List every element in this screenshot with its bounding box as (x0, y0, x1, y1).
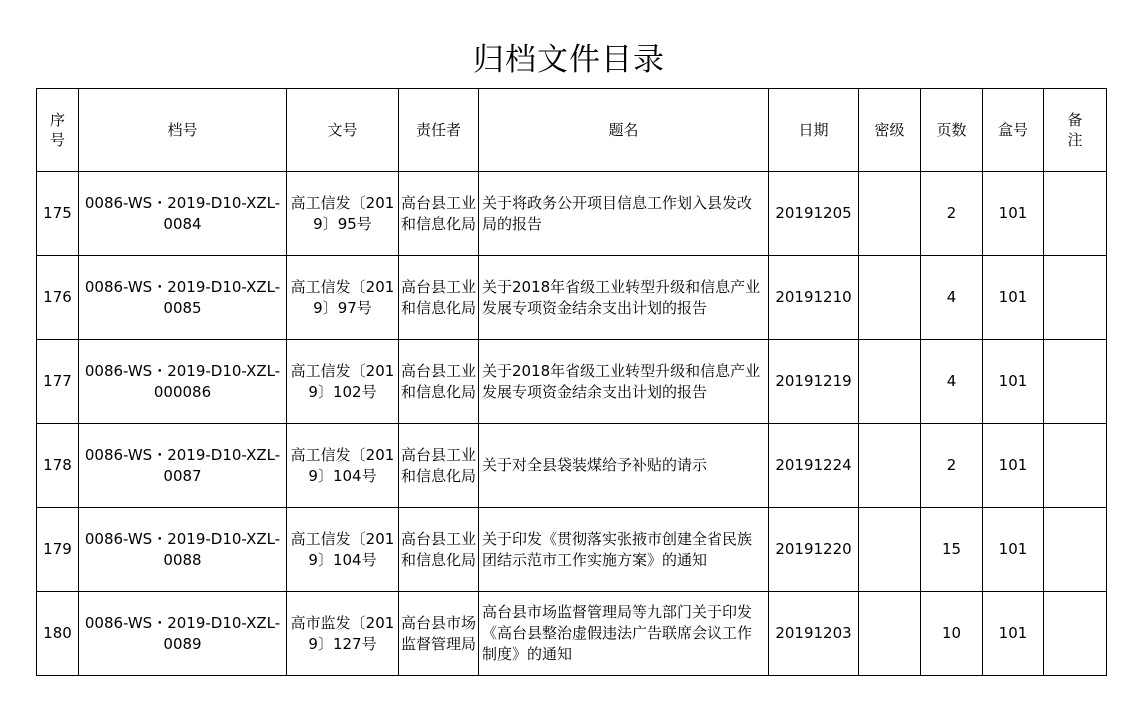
cell-seq: 175 (37, 172, 79, 256)
cell-responsible: 高台县工业和信息化局 (399, 340, 479, 424)
cell-note (1044, 340, 1107, 424)
table-row (37, 592, 1107, 676)
cell-box: 101 (983, 592, 1044, 676)
cell-pages: 15 (921, 508, 983, 592)
cell-secrecy (859, 592, 921, 676)
header-date: 日期 (769, 89, 859, 172)
header-row (37, 89, 1107, 172)
cell-archive-no: 0086-WS・2019-D10-XZL- 0088 (79, 508, 287, 592)
cell-responsible: 高台县工业和信息化局 (399, 256, 479, 340)
table-row (37, 508, 1107, 592)
cell-seq: 176 (37, 256, 79, 340)
cell-note (1044, 256, 1107, 340)
cell-note (1044, 424, 1107, 508)
cell-secrecy (859, 340, 921, 424)
cell-note (1044, 592, 1107, 676)
cell-doc-no: 高工信发〔2019〕97号 (287, 256, 399, 340)
header-box: 盒号 (983, 89, 1044, 172)
cell-date: 20191205 (769, 172, 859, 256)
cell-topic: 关于将政务公开项目信息工作划入县发改局的报告 (479, 172, 769, 256)
cell-doc-no: 高工信发〔2019〕95号 (287, 172, 399, 256)
cell-box: 101 (983, 508, 1044, 592)
cell-secrecy (859, 256, 921, 340)
cell-doc-no: 高市监发〔2019〕127号 (287, 592, 399, 676)
header-note: 备 注 (1044, 89, 1107, 172)
cell-box: 101 (983, 172, 1044, 256)
cell-seq: 179 (37, 508, 79, 592)
cell-topic: 关于印发《贯彻落实张掖市创建全省民族团结示范市工作实施方案》的通知 (479, 508, 769, 592)
header-doc-no: 文号 (287, 89, 399, 172)
cell-seq: 177 (37, 340, 79, 424)
cell-archive-no: 0086-WS・2019-D10-XZL- 000086 (79, 340, 287, 424)
cell-doc-no: 高工信发〔2019〕104号 (287, 424, 399, 508)
cell-box: 101 (983, 424, 1044, 508)
header-secrecy: 密级 (859, 89, 921, 172)
page-title: 归档文件目录 (473, 42, 665, 78)
table-row (37, 340, 1107, 424)
cell-secrecy (859, 508, 921, 592)
header-responsible: 责任者 (399, 89, 479, 172)
cell-topic: 关于对全县袋装煤给予补贴的请示 (479, 424, 769, 508)
cell-archive-no: 0086-WS・2019-D10-XZL- 0087 (79, 424, 287, 508)
cell-archive-no: 0086-WS・2019-D10-XZL- 0085 (79, 256, 287, 340)
cell-responsible: 高台县工业和信息化局 (399, 424, 479, 508)
cell-date: 20191210 (769, 256, 859, 340)
cell-pages: 4 (921, 340, 983, 424)
cell-doc-no: 高工信发〔2019〕104号 (287, 508, 399, 592)
cell-seq: 180 (37, 592, 79, 676)
cell-note (1044, 508, 1107, 592)
cell-date: 20191220 (769, 508, 859, 592)
cell-pages: 4 (921, 256, 983, 340)
header-topic: 题名 (479, 89, 769, 172)
cell-box: 101 (983, 340, 1044, 424)
cell-pages: 10 (921, 592, 983, 676)
cell-responsible: 高台县工业和信息化局 (399, 508, 479, 592)
table-row (37, 256, 1107, 340)
header-pages: 页数 (921, 89, 983, 172)
cell-date: 20191224 (769, 424, 859, 508)
cell-secrecy (859, 172, 921, 256)
cell-secrecy (859, 424, 921, 508)
cell-responsible: 高台县市场监督管理局 (399, 592, 479, 676)
cell-box: 101 (983, 256, 1044, 340)
cell-topic: 关于2018年省级工业转型升级和信息产业发展专项资金结余支出计划的报告 (479, 256, 769, 340)
cell-topic: 关于2018年省级工业转型升级和信息产业发展专项资金结余支出计划的报告 (479, 340, 769, 424)
table-row (37, 172, 1107, 256)
cell-archive-no: 0086-WS・2019-D10-XZL- 0084 (79, 172, 287, 256)
cell-doc-no: 高工信发〔2019〕102号 (287, 340, 399, 424)
cell-responsible: 高台县工业和信息化局 (399, 172, 479, 256)
header-archive-no: 档号 (79, 89, 287, 172)
header-seq: 序 号 (37, 89, 79, 172)
cell-date: 20191219 (769, 340, 859, 424)
cell-pages: 2 (921, 172, 983, 256)
cell-topic: 高台县市场监督管理局等九部门关于印发《高台县整治虚假违法广告联席会议工作制度》的通知 (479, 592, 769, 676)
cell-note (1044, 172, 1107, 256)
archive-catalog-table (36, 88, 1107, 676)
table-row (37, 424, 1107, 508)
cell-archive-no: 0086-WS・2019-D10-XZL- 0089 (79, 592, 287, 676)
cell-seq: 178 (37, 424, 79, 508)
cell-pages: 2 (921, 424, 983, 508)
cell-date: 20191203 (769, 592, 859, 676)
